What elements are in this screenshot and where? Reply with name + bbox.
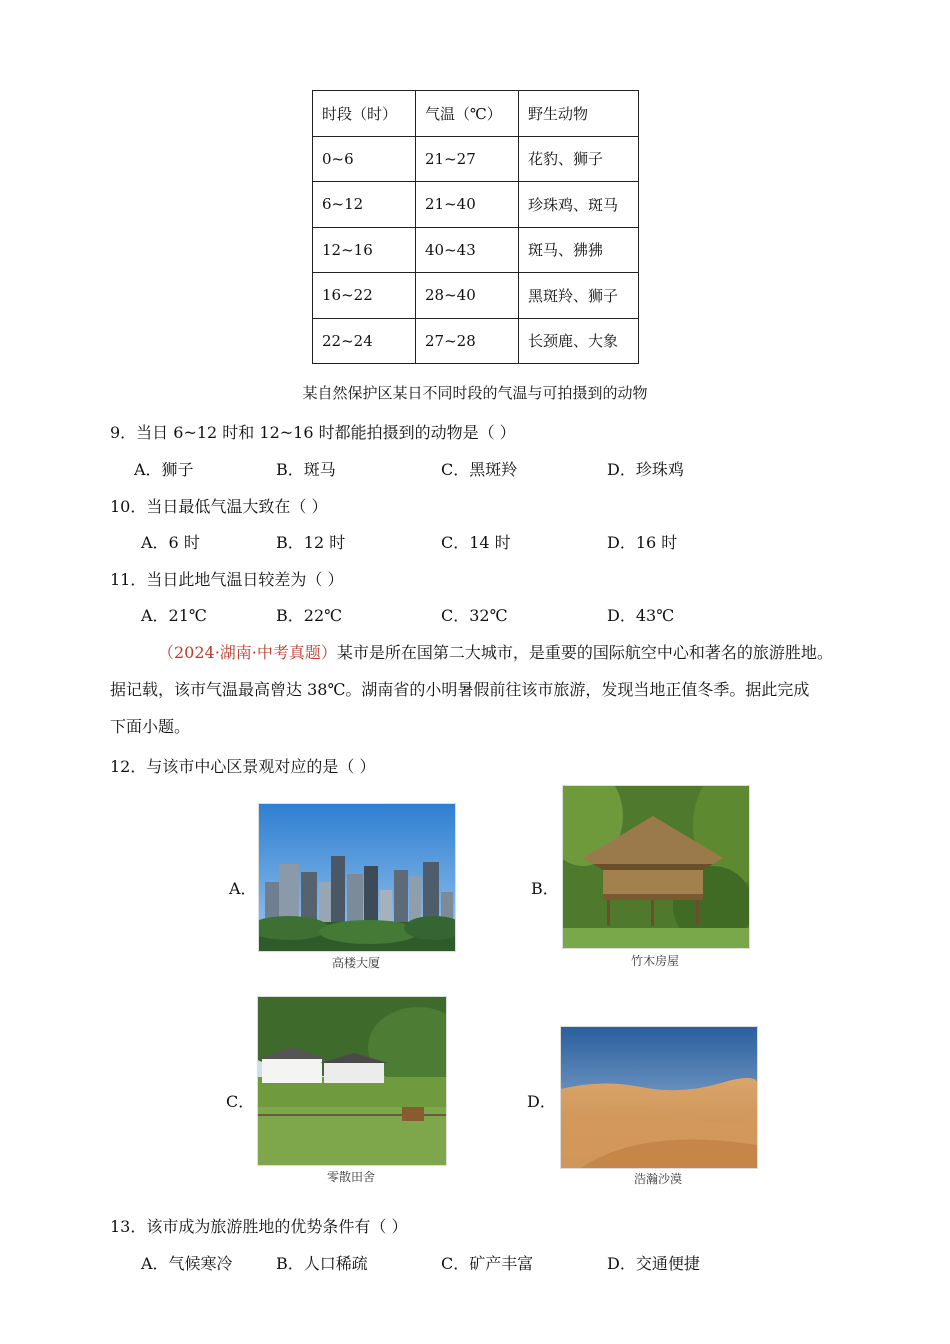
table-cell: 12~16 <box>313 227 416 273</box>
q11-option-a[interactable]: A．21℃ <box>141 606 207 625</box>
table-cell: 21~27 <box>416 136 519 182</box>
table-row <box>313 136 639 182</box>
q12-option-b-letter[interactable]: B． <box>531 879 559 898</box>
q12-option-c-letter[interactable]: C． <box>226 1092 255 1111</box>
table-header-cell: 气温（℃） <box>416 91 519 137</box>
source-tag: （2024·湖南·中考真题） <box>158 643 337 662</box>
table-cell: 28~40 <box>416 273 519 319</box>
q9-option-b[interactable]: B．斑马 <box>276 460 336 479</box>
q9-option-d[interactable]: D．珍珠鸡 <box>607 460 684 479</box>
skyline-illustration <box>259 804 455 951</box>
q11-option-d[interactable]: D．43℃ <box>607 606 675 625</box>
passage <box>110 634 850 745</box>
question-11-stem: 11．当日此地气温日较差为（ ） <box>110 570 344 589</box>
q11-option-b[interactable]: B．22℃ <box>276 606 343 625</box>
question-13-stem: 13．该市成为旅游胜地的优势条件有（ ） <box>110 1217 408 1236</box>
q13-option-a[interactable]: A．气候寒冷 <box>141 1254 233 1273</box>
table-cell: 16~22 <box>313 273 416 319</box>
q12-image-b-label: 竹木房屋 <box>630 954 679 968</box>
table-cell: 22~24 <box>313 318 416 364</box>
q9-option-a[interactable]: A．狮子 <box>134 460 194 479</box>
passage-line-1 <box>110 634 850 671</box>
table-cell: 花豹、狮子 <box>519 136 639 182</box>
table-cell: 40~43 <box>416 227 519 273</box>
q9-option-c[interactable]: C．黑斑羚 <box>441 460 518 479</box>
passage-line-2: 据记载，该市气温最高曾达 38℃。湖南省的小明暑假前往该市旅游，发现当地正值冬季。据此完成 <box>110 680 810 699</box>
q10-option-c[interactable]: C．14 时 <box>441 533 511 552</box>
q12-option-a-letter[interactable]: A． <box>229 879 257 898</box>
q13-option-b[interactable]: B．人口稀疏 <box>276 1254 368 1273</box>
bamboo-house-illustration <box>563 786 749 948</box>
passage-text-1: 某市是所在国第二大城市，是重要的国际航空中心和著名的旅游胜地。 <box>336 643 833 662</box>
q12-image-a-label: 高楼大厦 <box>331 956 380 970</box>
table-caption: 某自然保护区某日不同时段的气温与可拍摄到的动物 <box>302 384 648 402</box>
farmhouse-image[interactable] <box>257 996 447 1166</box>
passage-line-3: 下面小题。 <box>110 717 191 736</box>
table-cell: 长颈鹿、大象 <box>519 318 639 364</box>
question-9-stem: 9．当日 6~12 时和 12~16 时都能拍摄到的动物是（ ） <box>110 423 516 442</box>
table-row <box>313 273 639 319</box>
table-cell: 6~12 <box>313 182 416 228</box>
table-cell: 珍珠鸡、斑马 <box>519 182 639 228</box>
table-header-cell: 野生动物 <box>519 91 639 137</box>
q13-option-d[interactable]: D．交通便捷 <box>607 1254 700 1273</box>
table-cell: 21~40 <box>416 182 519 228</box>
table-row <box>313 318 639 364</box>
q12-image-d-label: 浩瀚沙漠 <box>633 1172 682 1186</box>
q13-option-c[interactable]: C．矿产丰富 <box>441 1254 534 1273</box>
table-header-cell: 时段（时） <box>313 91 416 137</box>
q11-option-c[interactable]: C．32℃ <box>441 606 508 625</box>
q10-option-b[interactable]: B．12 时 <box>276 533 346 552</box>
table-cell: 黑斑羚、狮子 <box>519 273 639 319</box>
question-10-stem: 10．当日最低气温大致在（ ） <box>110 497 328 516</box>
table-cell: 0~6 <box>313 136 416 182</box>
bamboo-house-image[interactable] <box>562 785 750 949</box>
data-table <box>312 90 639 364</box>
q12-option-d-letter[interactable]: D． <box>527 1092 556 1111</box>
farmhouse-illustration <box>258 997 446 1165</box>
table-row <box>313 182 639 228</box>
table-cell: 27~28 <box>416 318 519 364</box>
q12-image-c-label: 零散田舍 <box>326 1170 375 1184</box>
q10-option-a[interactable]: A．6 时 <box>141 533 200 552</box>
desert-illustration <box>561 1027 757 1168</box>
question-12-stem: 12．与该市中心区景观对应的是（ ） <box>110 757 376 776</box>
skyline-image[interactable] <box>258 803 456 952</box>
table-header-row <box>313 91 639 137</box>
q10-option-d[interactable]: D．16 时 <box>607 533 678 552</box>
table-row <box>313 227 639 273</box>
desert-image[interactable] <box>560 1026 758 1169</box>
table-cell: 斑马、狒狒 <box>519 227 639 273</box>
